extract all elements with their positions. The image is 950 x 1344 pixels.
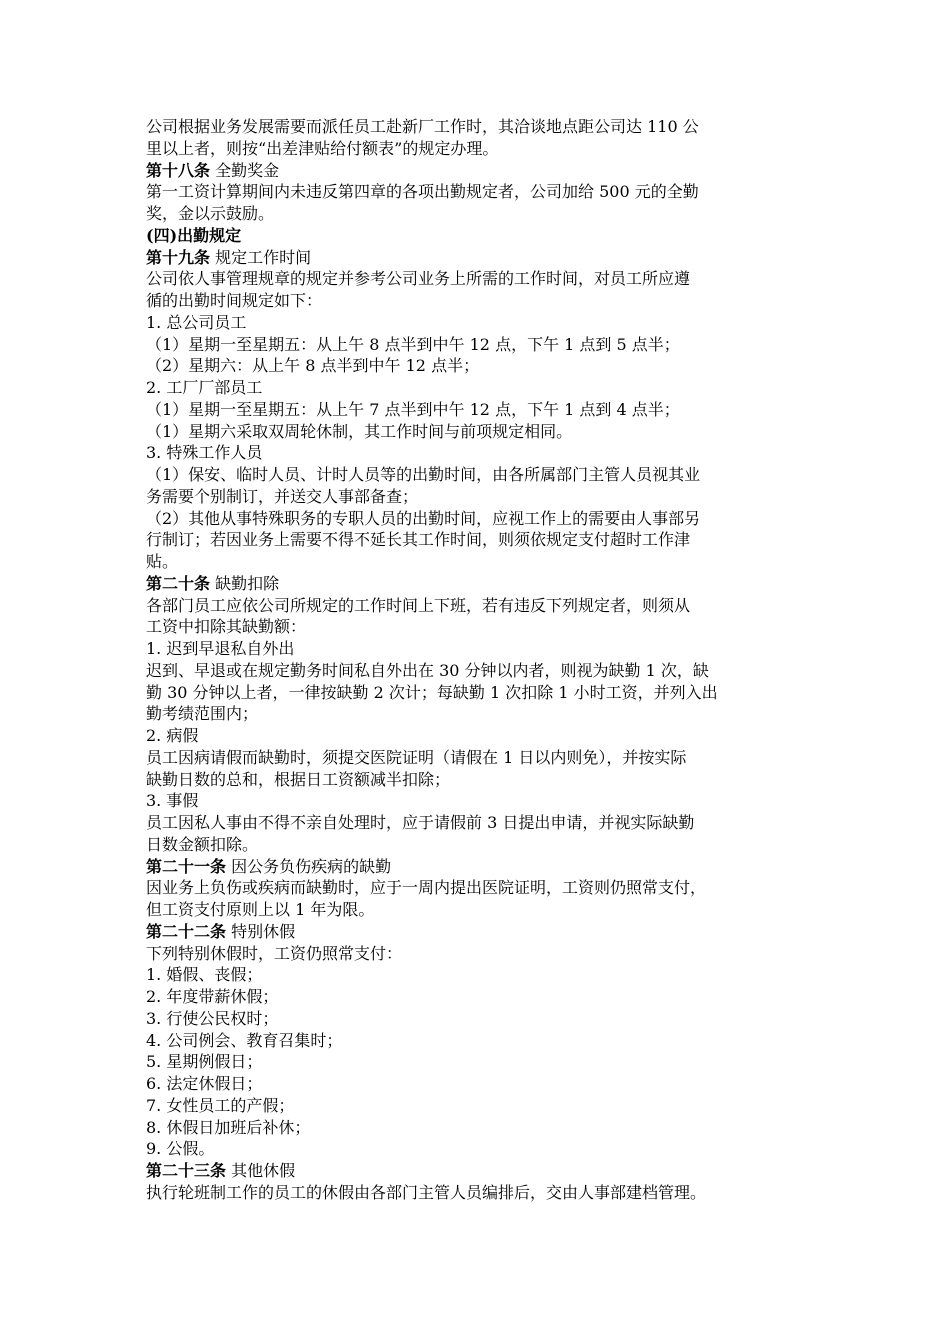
line-text: 公司根据业务发展需要而派任员工赴新厂工作时，其洽谈地点距公司达 110 公 [146, 117, 699, 136]
text-line [146, 638, 806, 660]
article-number: 第二十三条 [146, 1161, 227, 1180]
text-line [146, 747, 806, 769]
text-line [146, 703, 806, 725]
text-line [146, 268, 806, 290]
article-number: 第二十二条 [146, 921, 227, 941]
line-text: （1）星期一至星期五：从上午 8 点半到中午 12 点，下午 1 点到 5 点半； [146, 334, 680, 354]
article-number: 第二十一条 [146, 856, 227, 876]
line-text: 第一工资计算期间内未违反第四章的各项出勤规定者，公司加给 500 元的全勤 [146, 182, 699, 202]
text-line [146, 1095, 806, 1117]
text-line [146, 116, 806, 138]
text-line [146, 399, 806, 421]
article-number: 第十九条 [146, 247, 211, 267]
line-text: 各部门员工应依公司所规定的工作时间上下班，若有违反下列规定者，则须从 [146, 595, 691, 615]
text-line [146, 769, 806, 791]
text-line [146, 312, 806, 334]
line-text: 3. 行使公民权时； [146, 1008, 279, 1028]
text-line [146, 834, 806, 856]
line-text: 奖，金以示鼓励。 [146, 204, 275, 223]
section-heading-line [146, 921, 806, 943]
line-text: 1. 婚假、丧假； [146, 965, 263, 985]
line-text: 2. 工厂厂部员工 [146, 378, 263, 397]
line-text: 执行轮班制工作的员工的休假由各部门主管人员编排后，交由人事部建档管理。 [146, 1182, 707, 1202]
text-line [146, 790, 806, 812]
line-text: 行制订；若因业务上需要不得不延长其工作时间，则须依规定支付超时工作津 [146, 530, 691, 550]
line-text: 3. 事假 [146, 791, 199, 811]
line-text: 员工因私人事由不得不亲自处理时，应于请假前 3 日提出申请，并视实际缺勤 [146, 813, 695, 832]
text-line [146, 943, 806, 965]
line-text: 2. 年度带薪休假； [146, 987, 279, 1006]
text-line [146, 508, 806, 530]
line-text: （1）星期一至星期五：从上午 7 点半到中午 12 点，下午 1 点到 4 点半； [146, 399, 680, 419]
line-text: （2）其他从事特殊职务的专职人员的出勤时间，应视工作上的需要由人事部另 [146, 508, 701, 528]
line-text: 因业务上负伤或疾病而缺勤时，应于一周内提出医院证明，工资则仍照常支付， [146, 878, 707, 898]
line-text: （1）星期六采取双周轮休制，其工作时间与前项规定相同。 [146, 421, 573, 441]
text-line [146, 1182, 806, 1204]
text-line [146, 138, 806, 160]
text-line [146, 595, 806, 617]
line-text: 循的出勤时间规定如下： [146, 291, 323, 310]
text-line [146, 1051, 806, 1073]
section-heading-line [146, 225, 806, 247]
text-line [146, 355, 806, 377]
article-title: 缺勤扣除 [210, 573, 280, 593]
line-text: 迟到、早退或在规定勤务时间私自外出在 30 分钟以内者，则视为缺勤 1 次，缺 [146, 660, 709, 680]
text-line [146, 1138, 806, 1160]
section-heading-line [146, 247, 806, 269]
text-line [146, 899, 806, 921]
article-title: 因公务负伤疾病的缺勤 [226, 856, 392, 876]
text-line [146, 660, 806, 682]
article-number: (四)出勤规定 [146, 225, 242, 245]
line-text: 缺勤日数的总和，根据日工资额减半扣除； [146, 769, 451, 789]
section-heading-line [146, 573, 806, 595]
text-line [146, 377, 806, 399]
article-title: 规定工作时间 [210, 247, 312, 267]
text-line [146, 616, 806, 638]
text-line [146, 725, 806, 747]
article-title: 特别休假 [226, 921, 296, 941]
line-text: 2. 病假 [146, 726, 199, 745]
text-line [146, 964, 806, 986]
line-text: 6. 法定休假日； [146, 1074, 263, 1093]
line-text: 公司依人事管理规章的规定并参考公司业务上所需的工作时间，对员工所应遵 [146, 269, 691, 289]
line-text: （1）保安、临时人员、计时人员等的出勤时间，由各所属部门主管人员视其业 [146, 465, 701, 484]
text-line [146, 529, 806, 551]
section-heading-line [146, 160, 806, 182]
line-text: 1. 迟到早退私自外出 [146, 639, 295, 658]
line-text: 下列特别休假时，工资仍照常支付： [146, 943, 403, 963]
text-line [146, 551, 806, 573]
line-text: （2）星期六：从上午 8 点半到中午 12 点半； [146, 356, 480, 376]
section-heading-line [146, 856, 806, 878]
line-text: 勤考绩范围内； [146, 704, 259, 724]
line-text: 4. 公司例会、教育召集时； [146, 1030, 343, 1050]
line-text: 员工因病请假而缺勤时，须提交医院证明（请假在 1 日以内则免），并按实际 [146, 747, 687, 767]
article-title: 其他休假 [226, 1161, 296, 1180]
line-text: 工资中扣除其缺勤额： [146, 617, 307, 637]
section-heading-line [146, 1160, 806, 1182]
text-line [146, 986, 806, 1008]
text-line [146, 877, 806, 899]
article-title: 全勤奖金 [210, 160, 280, 180]
text-line [146, 181, 806, 203]
line-text: 5. 星期例假日； [146, 1052, 263, 1072]
text-line [146, 1117, 806, 1139]
article-number: 第二十条 [146, 573, 211, 593]
line-text: 但工资支付原则上以 1 年为限。 [146, 900, 375, 919]
line-text: 7. 女性员工的产假； [146, 1095, 295, 1115]
article-number: 第十八条 [146, 160, 211, 180]
text-line [146, 203, 806, 225]
text-line [146, 464, 806, 486]
line-text: 3. 特殊工作人员 [146, 443, 263, 463]
line-text: 里以上者，则按“出差津贴给付额表”的规定办理。 [146, 138, 499, 158]
text-line [146, 421, 806, 443]
line-text: 8. 休假日加班后补休； [146, 1117, 311, 1137]
line-text: 务需要个别制订，并送交人事部备查； [146, 486, 419, 506]
line-text: 贴。 [146, 552, 179, 571]
line-text: 勤 30 分钟以上者，一律按缺勤 2 次计；每缺勤 1 次扣除 1 小时工资，并列入出 [146, 682, 718, 702]
text-line [146, 1073, 806, 1095]
line-text: 1. 总公司员工 [146, 312, 247, 332]
text-line [146, 442, 806, 464]
text-line [146, 290, 806, 312]
text-line [146, 812, 806, 834]
line-text: 日数金额扣除。 [146, 834, 259, 854]
text-line [146, 1030, 806, 1052]
text-line [146, 682, 806, 704]
text-line [146, 486, 806, 508]
document-body [146, 116, 806, 1204]
line-text: 9. 公假。 [146, 1139, 215, 1159]
text-line [146, 334, 806, 356]
text-line [146, 1008, 806, 1030]
